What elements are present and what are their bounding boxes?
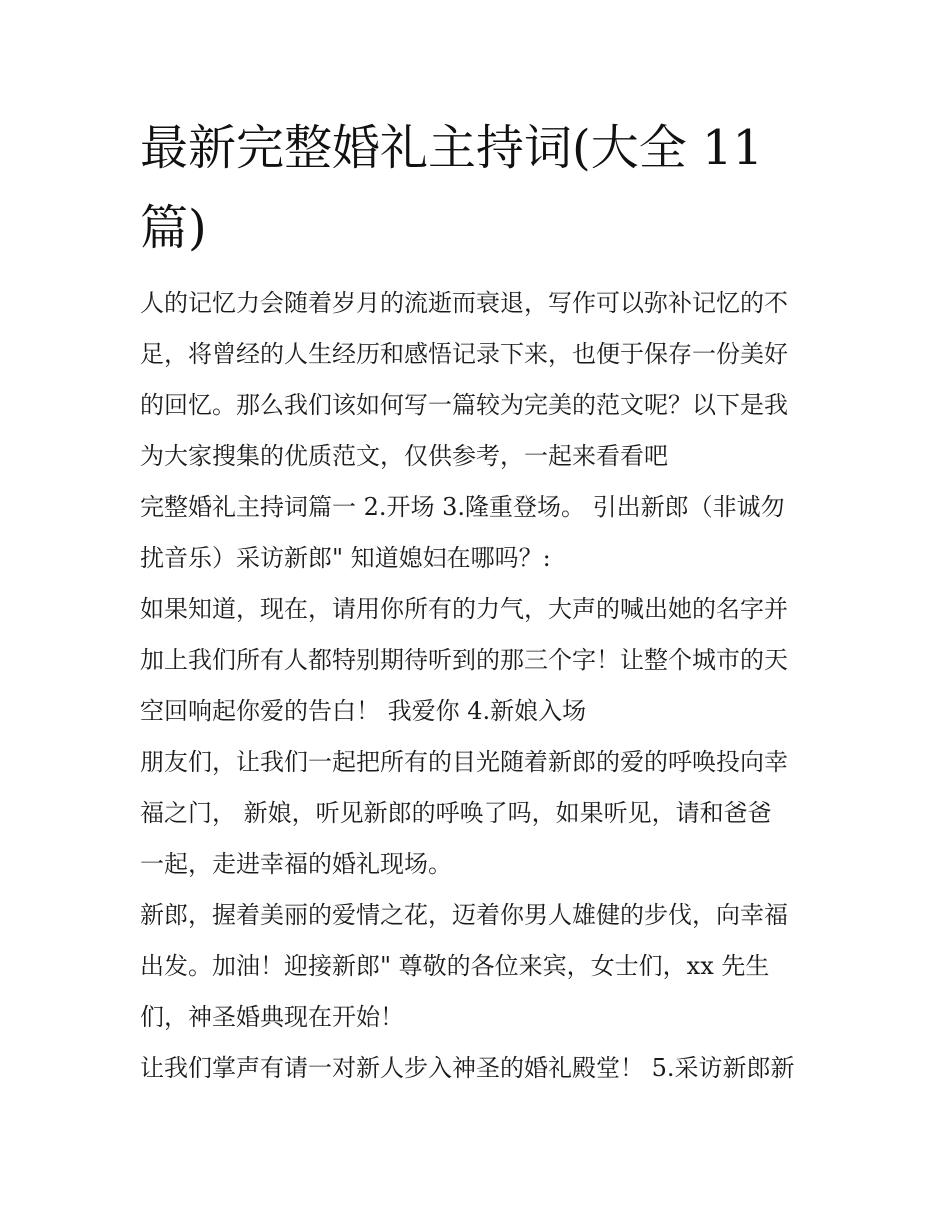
document-title xyxy=(140,108,820,268)
text-line: 们，神圣婚典现在开始！ xyxy=(140,1003,404,1031)
document-body xyxy=(140,278,820,1094)
title-line-2: 篇) xyxy=(140,200,207,256)
paragraph-bride-entrance xyxy=(140,737,820,890)
text-line: 人的记忆力会随着岁月的流逝而衰退，写作可以弥补记忆的不 xyxy=(140,289,788,317)
text-line: 让我们掌声有请一对新人步入神圣的婚礼殿堂！ 5.采访新郎新 xyxy=(140,1054,795,1082)
text-line: 空回响起你爱的告白！ 我爱你 4.新娘入场 xyxy=(140,697,587,725)
text-line: 一起，走进幸福的婚礼现场。 xyxy=(140,850,452,878)
text-line: 扰音乐）采访新郎" 知道媳妇在哪吗？: xyxy=(140,544,551,572)
text-line: 新郎，握着美丽的爱情之花，迈着你男人雄健的步伐，向幸福 xyxy=(140,901,788,929)
paragraph-section-1 xyxy=(140,482,820,584)
text-line: 如果知道，现在，请用你所有的力气，大声的喊出她的名字并 xyxy=(140,595,788,623)
text-line: 为大家搜集的优质范文，仅供参考，一起来看看吧 xyxy=(140,442,668,470)
paragraph-confession xyxy=(140,584,820,737)
paragraph-ceremony xyxy=(140,1043,820,1094)
text-line: 加上我们所有人都特别期待听到的那三个字！让整个城市的天 xyxy=(140,646,788,674)
text-line: 朋友们，让我们一起把所有的目光随着新郎的爱的呼唤投向幸 xyxy=(140,748,788,776)
text-line: 出发。加油！迎接新郎" 尊敬的各位来宾，女士们，xx 先生 xyxy=(140,952,770,980)
text-line: 的回忆。那么我们该如何写一篇较为完美的范文呢？以下是我 xyxy=(140,391,788,419)
text-line: 足，将曾经的人生经历和感悟记录下来，也便于保存一份美好 xyxy=(140,340,788,368)
text-line: 福之门， 新娘，听见新郎的呼唤了吗，如果听见，请和爸爸 xyxy=(140,799,772,827)
paragraph-groom xyxy=(140,890,820,1043)
text-line: 完整婚礼主持词篇一 2.开场 3.隆重登场。 引出新郎（非诚勿 xyxy=(140,493,785,521)
paragraph-intro xyxy=(140,278,820,482)
title-line-1: 最新完整婚礼主持词(大全 11 xyxy=(140,120,764,176)
